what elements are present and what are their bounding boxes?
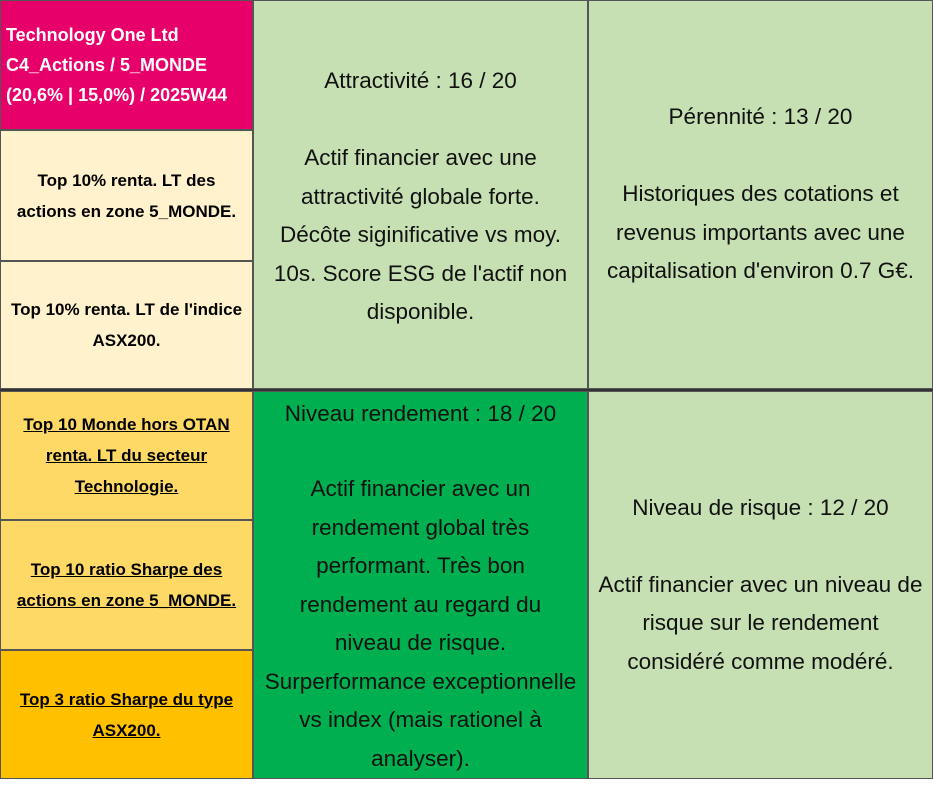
rank-row-4-line-1[interactable]: Top 10 ratio Sharpe des [30,560,223,579]
rendement-line-8: analyser). [371,745,470,771]
rendement-line-3: performant. Très bon [316,553,525,578]
perennite-cell [588,0,933,389]
rank-row-3-line-1[interactable]: Top 10 Monde hors OTAN [23,415,230,434]
asset-category: C4_Actions / 5_MONDE [6,55,208,75]
attractivite-line-3: Décôte siginificative vs moy. [280,222,561,247]
rendement-title: Niveau rendement : 18 / 20 [284,401,557,426]
attractivite-cell [253,0,588,389]
rank-row-3-line-2[interactable]: renta. LT du secteur [45,446,208,465]
rank-row-3-line-3[interactable]: Technologie. [74,477,179,496]
rank-row-2 [0,261,253,389]
perennite-line-2: revenus importants avec une [616,219,905,245]
section-divider [0,389,933,391]
rank-row-4[interactable] [0,520,253,650]
risque-line-1: Actif financier avec un niveau de [598,571,923,597]
attractivite-line-1: Actif financier avec une [304,145,537,170]
rank-row-1-line-2: actions en zone 5_MONDE. [16,201,237,221]
rank-row-4-line-2[interactable]: actions en zone 5_MONDE. [16,591,237,610]
rendement-line-5: niveau de risque. [334,630,507,655]
rendement-line-2: rendement global très [311,514,530,540]
risque-title: Niveau de risque : 12 / 20 [632,494,889,520]
risque-cell [588,391,933,779]
asset-stats: (20,6% | 15,0%) / 2025W44 [6,85,228,105]
rank-row-2-line-1: Top 10% renta. LT de l'indice [10,300,243,319]
rank-row-1 [0,130,253,261]
rendement-line-1: Actif financier avec un [310,476,531,501]
rendement-line-7: vs index (mais rationel à [299,707,542,732]
rank-row-5-line-1[interactable]: Top 3 ratio Sharpe du type [19,689,234,709]
risque-line-2: risque sur le rendement [642,610,879,636]
perennite-line-3: capitalisation d'environ 0.7 G€. [607,258,914,284]
rendement-cell [253,391,588,779]
rank-row-5[interactable] [0,650,253,779]
attractivite-title: Attractivité : 16 / 20 [324,68,517,93]
asset-header [0,0,253,130]
rank-row-3[interactable] [0,391,253,520]
asset-name: Technology One Ltd [6,25,179,45]
rendement-line-6: Surperformance exceptionnelle [264,668,577,694]
rendement-line-4: rendement au regard du [299,591,542,617]
perennite-title: Pérennité : 13 / 20 [668,104,853,130]
rank-row-5-line-2[interactable]: ASX200. [92,720,161,740]
risque-line-3: considéré comme modéré. [627,648,894,674]
perennite-line-1: Historiques des cotations et [622,181,899,207]
attractivite-line-5: disponible. [366,299,475,324]
attractivite-line-2: attractivité globale forte. [301,183,540,209]
rank-row-2-line-2: ASX200. [92,331,161,350]
attractivite-line-4: 10s. Score ESG de l'actif non [273,260,568,286]
rank-row-1-line-1: Top 10% renta. LT des [37,170,216,190]
